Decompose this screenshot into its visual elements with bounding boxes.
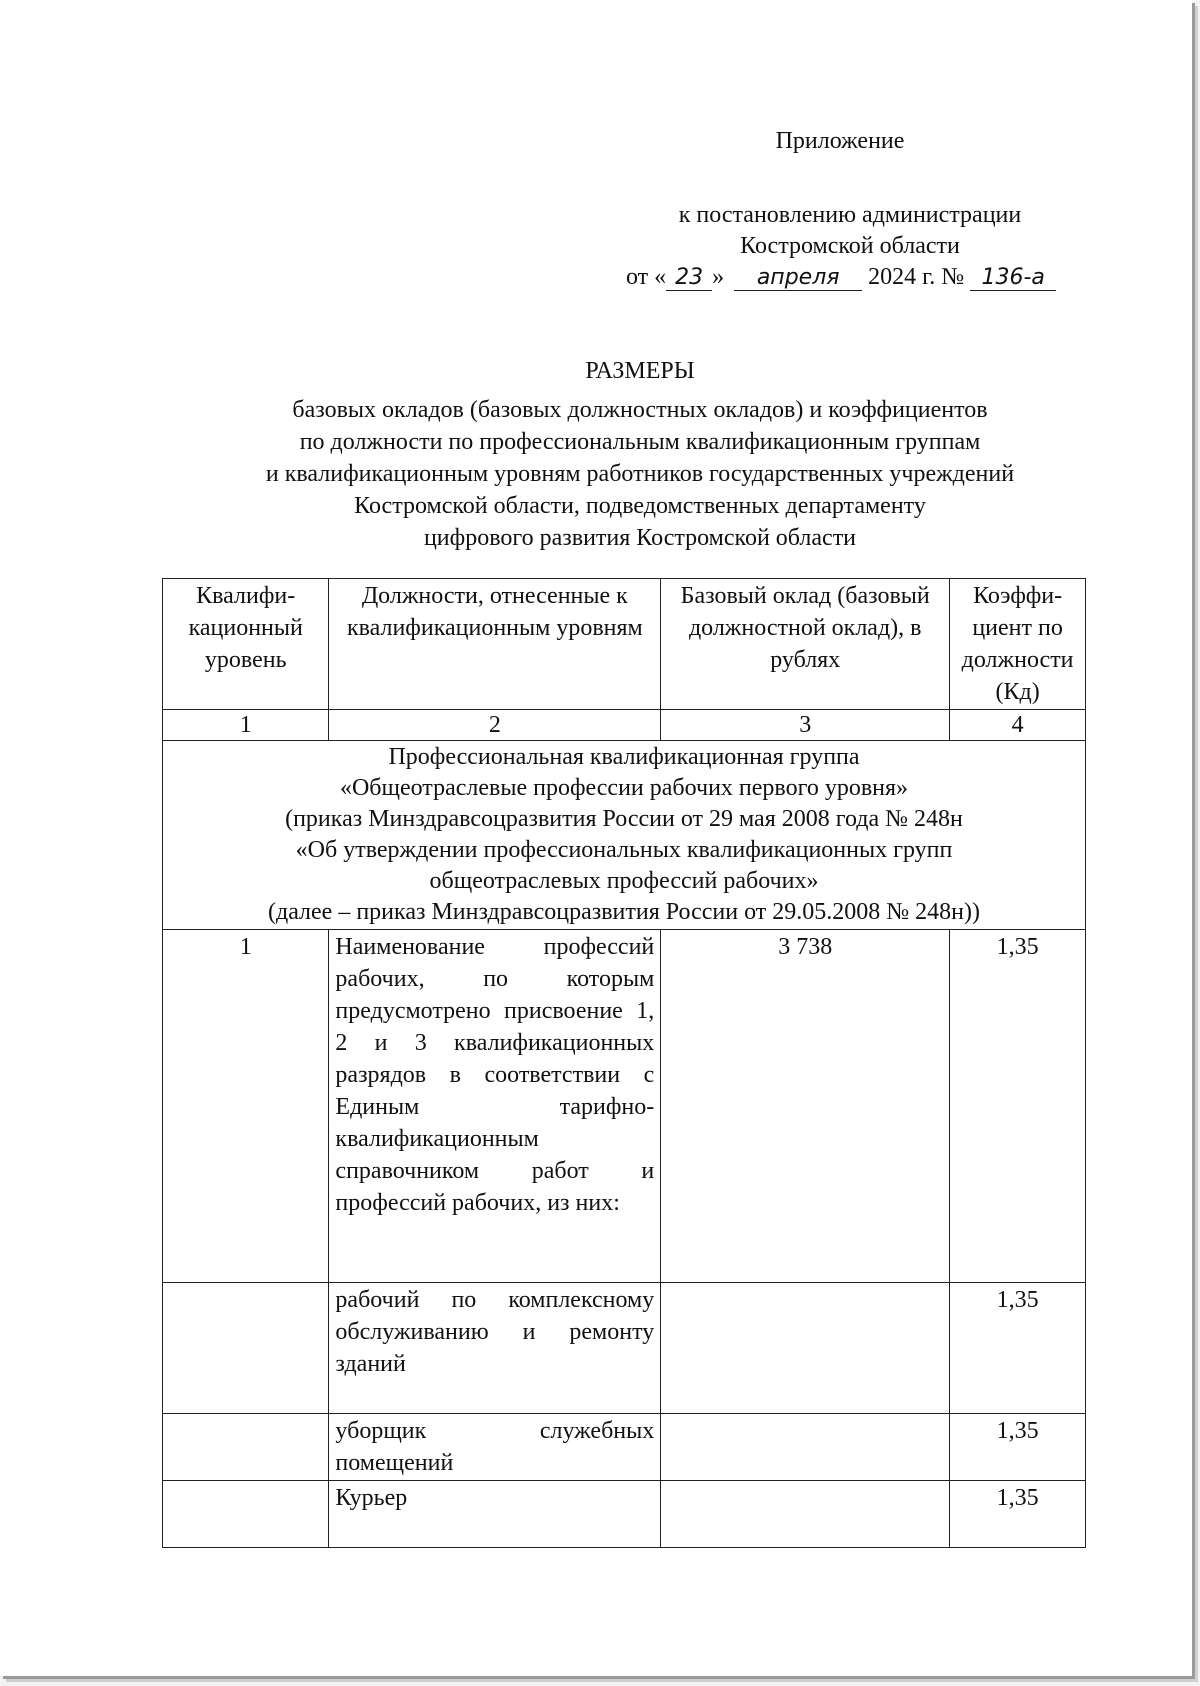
table-row: [163, 1481, 1086, 1548]
resolution-reference: [640, 200, 1060, 262]
table-header-row: [163, 579, 1086, 710]
group-heading-line: «Об утверждении профессиональных квалификационных групп: [295, 837, 953, 863]
column-number: 3: [661, 710, 950, 741]
position-name: уборщик служебных помещений: [329, 1414, 661, 1481]
group-heading-line: (далее – приказ Минздравсоцразвития России от 29.05.2008 № 248н)): [267, 899, 980, 925]
table-row: [163, 1414, 1086, 1481]
column-header-position: Должности, отнесенные к квалификационным уровням: [329, 579, 661, 710]
subtitle-line: Костромской области, подведомственных департаменту: [354, 493, 926, 519]
base-salary-merged: [661, 1283, 950, 1414]
qualification-level-merged: [163, 1283, 329, 1414]
appendix-label: Приложение: [775, 128, 905, 154]
coefficient: 1,35: [950, 1414, 1086, 1481]
coefficient: 1,35: [950, 930, 1086, 1283]
position-name: Наименование профессий рабочих, по которым предусмотрено присвоение 1, 2 и 3 квалификационных разрядов в соответствии с Единым тарифно-квалификационным справочником работ и профессий рабочих, из них:: [329, 930, 661, 1283]
table-row: [163, 1283, 1086, 1414]
resolution-line: Костромской области: [740, 233, 960, 259]
group-heading-row: [163, 741, 1086, 930]
group-heading-line: Профессиональная квалификационная группа: [388, 744, 860, 770]
column-header-coefficient: Коэффи-циент по должности (Кд): [950, 579, 1086, 710]
base-salary-merged: [661, 1414, 950, 1481]
column-number: 4: [950, 710, 1086, 741]
column-number: 1: [163, 710, 329, 741]
coefficient: 1,35: [950, 1283, 1086, 1414]
date-year: 2024 г. №: [868, 264, 965, 290]
resolution-date-line: [626, 262, 1126, 293]
coefficient: 1,35: [950, 1481, 1086, 1548]
qualification-level-merged: [163, 1414, 329, 1481]
group-heading-line: (приказ Минздравсоцразвития России от 29 мая 2008 года № 248н: [285, 806, 963, 832]
handwritten-number: 136-а: [970, 266, 1056, 291]
document-title: РАЗМЕРЫ: [585, 358, 695, 384]
qualification-level: 1: [163, 930, 329, 1283]
column-number: 2: [329, 710, 661, 741]
resolution-line: к постановлению администрации: [678, 202, 1022, 228]
base-salary-merged: [661, 1481, 950, 1548]
handwritten-month: апреля: [734, 266, 862, 291]
date-quote-close: »: [712, 264, 725, 290]
salary-table: [162, 578, 1086, 1548]
subtitle-line: цифрового развития Костромской области: [423, 525, 857, 551]
handwritten-day: 23: [666, 266, 712, 291]
column-number-row: [163, 710, 1086, 741]
group-heading-line: общеотраслевых профессий рабочих»: [429, 868, 819, 894]
position-name: рабочий по комплексному обслуживанию и ремонту зданий: [329, 1283, 661, 1414]
subtitle-line: и квалификационным уровням работников государственных учреждений: [265, 461, 1015, 487]
qualification-level-merged: [163, 1481, 329, 1548]
group-heading: [163, 741, 1086, 930]
column-header-salary: Базовый оклад (базовый должностной оклад), в рублях: [661, 579, 950, 710]
column-header-level: Квалифи-кационный уровень: [163, 579, 329, 710]
subtitle-line: по должности по профессиональным квалификационным группам: [299, 429, 981, 455]
base-salary: 3 738: [661, 930, 950, 1283]
table-row: [163, 930, 1086, 1283]
date-prefix: от «: [626, 264, 667, 290]
group-heading-line: «Общеотраслевые профессии рабочих первого уровня»: [339, 775, 909, 801]
subtitle-line: базовых окладов (базовых должностных окладов) и коэффициентов: [292, 397, 988, 423]
document-subtitle: [160, 394, 1120, 554]
position-name: Курьер: [329, 1481, 661, 1548]
